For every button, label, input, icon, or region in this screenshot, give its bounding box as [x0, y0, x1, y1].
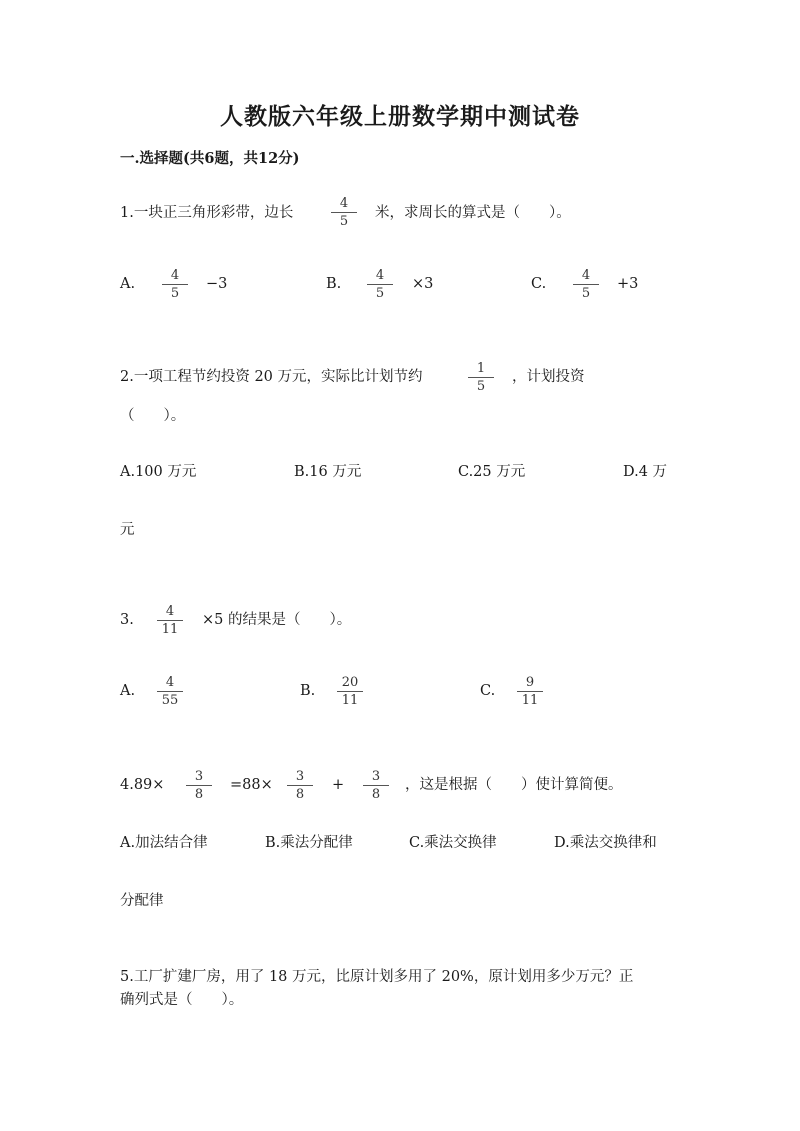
q1-option-a-label: A. [120, 276, 136, 292]
q2-stem-start: 2.一项工程节约投资 20 万元，实际比计划节约 [120, 369, 423, 385]
q4-stem-start: 4.89× [120, 777, 165, 793]
denominator: 11 [341, 693, 359, 708]
q1-option-b-label: B. [326, 276, 342, 292]
q1-option-a-fraction [162, 268, 188, 301]
q4-option-d-wrap: 分配律 [120, 893, 164, 909]
q2-stem-line2: （ ）。 [120, 408, 186, 424]
q4-option-b: B.乘法分配律 [265, 835, 353, 851]
q4-plus: + [332, 777, 345, 793]
q2-option-c: C.25 万元 [458, 464, 526, 480]
q3-option-a-fraction [157, 675, 183, 708]
q1-option-a-op: −3 [206, 276, 228, 292]
denominator: 5 [170, 286, 180, 301]
page-title: 人教版六年级上册数学期中测试卷 [220, 103, 580, 130]
q1-stem-end: 米，求周长的算式是（ ）。 [375, 205, 571, 221]
denominator: 5 [375, 286, 385, 301]
numerator: 4 [165, 604, 175, 619]
q3-option-a-label: A. [120, 683, 136, 699]
q1-option-b-op: ×3 [412, 276, 434, 292]
numerator: 4 [339, 196, 349, 211]
numerator: 3 [295, 769, 305, 784]
q1-option-b-fraction [367, 268, 393, 301]
q4-stem-end: ，这是根据（ ）使计算简便。 [405, 777, 623, 793]
q2-fraction [468, 361, 494, 394]
denominator: 5 [581, 286, 591, 301]
q5-stem-line2: 确列式是（ ）。 [120, 992, 244, 1008]
q3-stem: ×5 的结果是（ ）。 [202, 612, 352, 628]
denominator: 5 [476, 379, 486, 394]
q2-stem-end: ，计划投资 [512, 369, 585, 385]
q2-option-a: A.100 万元 [120, 464, 197, 480]
q4-option-a: A.加法结合律 [120, 835, 208, 851]
q1-stem-start: 1.一块正三角形彩带，边长 [120, 205, 294, 221]
q1-option-c-label: C. [531, 276, 547, 292]
q1-option-c-op: +3 [617, 276, 639, 292]
denominator: 5 [339, 214, 349, 229]
numerator: 3 [194, 769, 204, 784]
q3-number: 3. [120, 612, 134, 628]
denominator: 8 [194, 787, 204, 802]
numerator: 4 [165, 675, 175, 690]
q4-fraction-1 [186, 769, 212, 802]
q1-option-c-fraction [573, 268, 599, 301]
q4-fraction-2 [287, 769, 313, 802]
section-heading: 一.选择题(共6题，共12分) [120, 150, 300, 167]
q3-option-c-fraction [517, 675, 543, 708]
q4-option-d: D.乘法交换律和 [554, 835, 657, 851]
q4-fraction-3 [363, 769, 389, 802]
q4-stem-mid: =88× [230, 777, 273, 793]
denominator: 11 [521, 693, 539, 708]
denominator: 11 [161, 622, 179, 637]
numerator: 4 [375, 268, 385, 283]
numerator: 20 [341, 675, 359, 690]
q5-stem-line1: 5.工厂扩建厂房，用了 18 万元，比原计划多用了 20%，原计划用多少万元？正 [120, 969, 634, 985]
numerator: 1 [476, 361, 486, 376]
numerator: 4 [581, 268, 591, 283]
q2-option-b: B.16 万元 [294, 464, 362, 480]
q3-option-b-fraction [337, 675, 363, 708]
numerator: 9 [525, 675, 535, 690]
numerator: 4 [170, 268, 180, 283]
numerator: 3 [371, 769, 381, 784]
denominator: 8 [295, 787, 305, 802]
q3-fraction [157, 604, 183, 637]
q2-option-d-wrap: 元 [120, 522, 135, 538]
q3-option-b-label: B. [300, 683, 316, 699]
q4-option-c: C.乘法交换律 [409, 835, 497, 851]
denominator: 55 [161, 693, 179, 708]
q2-option-d: D.4 万 [623, 464, 668, 480]
q1-fraction [331, 196, 357, 229]
denominator: 8 [371, 787, 381, 802]
q3-option-c-label: C. [480, 683, 496, 699]
